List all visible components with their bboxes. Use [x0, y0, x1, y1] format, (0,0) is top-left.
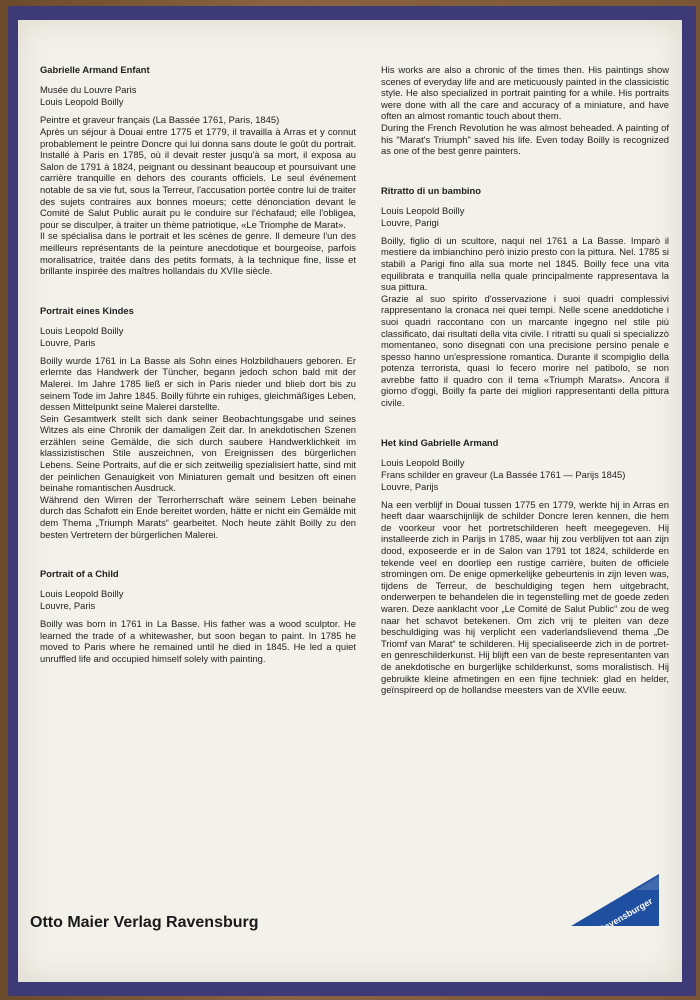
section-meta: Louvre, Paris [40, 600, 96, 612]
section-italian [381, 185, 669, 409]
english-continuation: His works are also a chronic of the times then. His paintings show scenes of everyday life and are meticuously painted in the classicistic style. He also specialized in portrait painting for a while. His portraits were done with all the care and accuracy of a miniature, and have often an almost romantic touch about them. During the French Revolution he was almost beheaded. A painting of his "Marat's Triumph" saved his life. Even today Boilly is recognized as one of the best genre painters. [381, 64, 669, 157]
section-title: Portrait of a Child [40, 568, 119, 580]
section-meta: Louvre, Parigi [381, 216, 439, 228]
section-french [40, 64, 356, 277]
section-body: Après un séjour à Douai entre 1775 et 1779, il travailla à Arras et y connut probablement le peintre Doncre qui lui donna sans doute le goût du portrait. Installé à Paris en 1785, où il devait rester jusqu'à sa mort, il exposa au Salon de 1791 à 1824, peignant ou dessinant beaucoup et poursuivant une carrière tranquille en dehors des courants officiels. Le seul événement notable de sa vie fut, sous la Terreur, l'accusation portée contre lui de traiter des sujets contraires aux bonnes moeurs; cette dénonciation devant le Comité de Salut Public aurait pu le conduire sur l'échafaud; elle l'obligea, pour se disculper, à traiter un thème patriotique, «Le Triomphe de Marat». Il se spécialisa dans le portrait et les scènes de genre. Il demeure l'un des meilleurs représentants de la peinture anecdotique et bourgeoise, parfois moralisatrice, traitée dans des petits formats, à la technique fine, lisse et brillante inspirée des maîtres hollandais du XVIIe siècle. [40, 126, 356, 277]
section-meta: Frans schilder en graveur (La Bassée 1761 — Parijs 1845) [381, 468, 626, 480]
section-meta: Louis Leopold Boilly [381, 456, 465, 468]
section-body: Na een verblijf in Douai tussen 1775 en 1779, werkte hij in Arras en heeft daar waarschijnlijk de schilder Doncre leren kennen, die hem de voorkeur voor het portretschilderen heeft meegegeven. Hij installeerde zich in Parijs in 1785, waar hij zou verblijven tot aan zijn dood, exposeerde er in de Salon van 1791 tot 1824, schilderde en tekende veel en doorliep een rustige carrière, buiten de officiele stromingen om. De enige opmerkelijke gebeurtenis in zijn leven was, tijdens de Terreur, de beschuldiging tegen hem uitgebracht, onderwerpen te behandelen die in tegenstelling met de goede zeden waren. Deze aanklacht voor „Le Comité de Salut Public“ zou de weg naar het schavot betekenen. Om zich vrij te pleiten van deze beschuldiging was hij verplicht een vaderlandslievend thema „De Triomf van Marat“ te schilderen. Hij specialiseerde zich in de portret- en genreschilderkunst. Hij blijft een van de beste representanten van de anekdotische en burgerlijke schilderkunst, soms moralistisch. Hij gebruikte kleine afmetingen en een fijne techniek: glad en helder, geïnspireerd op de hollandse meesters van de XVIIe eeuw. [381, 498, 669, 696]
section-meta: Louvre, Parijs [381, 480, 439, 492]
section-german [40, 305, 356, 541]
section-meta: Louvre, Paris [40, 336, 96, 348]
left-column [40, 64, 356, 665]
ravensburger-logo-icon [569, 872, 661, 928]
section-dutch [381, 437, 669, 696]
section-meta: Louis Leopold Boilly [40, 96, 124, 107]
section-body: Boilly was born in 1761 in La Basse. His father was a wood sculptor. He learned the trade of a whitewasher, but soon began to paint. In 1785 he moved to Paris where he remained until he died in 1845. He led a quiet unruffled life and occupied himself solely with painting. [40, 618, 356, 664]
right-column [381, 64, 669, 696]
ravensburger-logo [569, 872, 661, 928]
section-meta: Louis Leopold Boilly [40, 324, 124, 336]
logo-text: Ravensburger [596, 895, 655, 928]
section-meta: Louis Leopold Boilly [40, 588, 124, 600]
section-meta: Peintre et graveur français (La Bassée 1761, Paris, 1845) [40, 114, 280, 125]
section-title: Gabrielle Armand Enfant [40, 64, 150, 75]
section-body: Boilly wurde 1761 in La Basse als Sohn eines Holzbildhauers geboren. Er erlernte das Handwerk der Tüncher, begann jedoch schon bald mit der Malerei. Im Jahre 1785 ließ er sich in Paris nieder und blieb dort bis zu seinem Tode im Jahre 1845. Boilly führte ein ruhiges, gleichmäßiges Leben, dessen Mittelpunkt seine Malerei darstellte. Sein Gesamtwerk stellt sich dank seiner Beobachtungsgabe und seines Witzes als eine Chronik der damaligen Zeit dar. In anekdotischen Szenen erzählen seine Gemälde, die sich durch saubere Handwerklichkeit im klassizistischen Stile auszeichnen, von Ereignissen des bürgerlichen Lebens. Seine Portraits, auf die er sich zeitweilig spezialisiert hatte, sind mit der peinlichen Genauigkeit von Miniaturen gemalt und besitzen oft einen beinahe romantischen Ausdruck. Während den Wirren der Terrorherrschaft wäre seinem Leben beinahe durch das Schafott ein Ende bereitet worden, hätte er nicht ein Gemälde mit dem Thema „Triumph Marats“ gearbeitet. Noch heute zählt Boilly zu den besten Vertretern der bürgerlichen Malerei. [40, 354, 356, 540]
section-meta: Louis Leopold Boilly [381, 204, 465, 216]
section-meta: Musée du Louvre Paris [40, 84, 137, 95]
publisher-name: Otto Maier Verlag Ravensburg [30, 914, 259, 931]
section-body: Boilly, figlio di un scultore, naqui nel 1761 a La Basse. Imparò il mestiere da imbianchino però inizio presto con la pittura. Nel. 1785 si stabilì a Parigi fino alla sua morte nel 1845. Boilly fece una vita equilibrata e tranquilla nella quale principalmente rappresentava la sua pittura. Grazie al suo spirito d'osservazione i suoi quadri complessivi rappresentano la cronaca nei quei tempi. Nelle scene aneddotiche i suoi quadri raccontano con un marcante ingegno nel stile più classificato, dai risultati della vita civile. I ritratti su quali si specializzò momentaneo, sono disegnati con una precisione persino penale e spesso hanno un'espressione romantica. Durante il scompiglio della potenza terrorista, quasi lo fecero morire nel patibolo, se non avrebbe fatto il quadro con il tema «Triumph Marats». Ancora il giorno d'oggi, Boilly fa parte dei migliori rappresentanti della pittura civile. [381, 234, 669, 409]
section-english [40, 568, 356, 664]
section-title: Portrait eines Kindes [40, 304, 134, 316]
section-title: Ritratto di un bambino [381, 184, 481, 196]
section-title: Het kind Gabrielle Armand [381, 436, 499, 448]
